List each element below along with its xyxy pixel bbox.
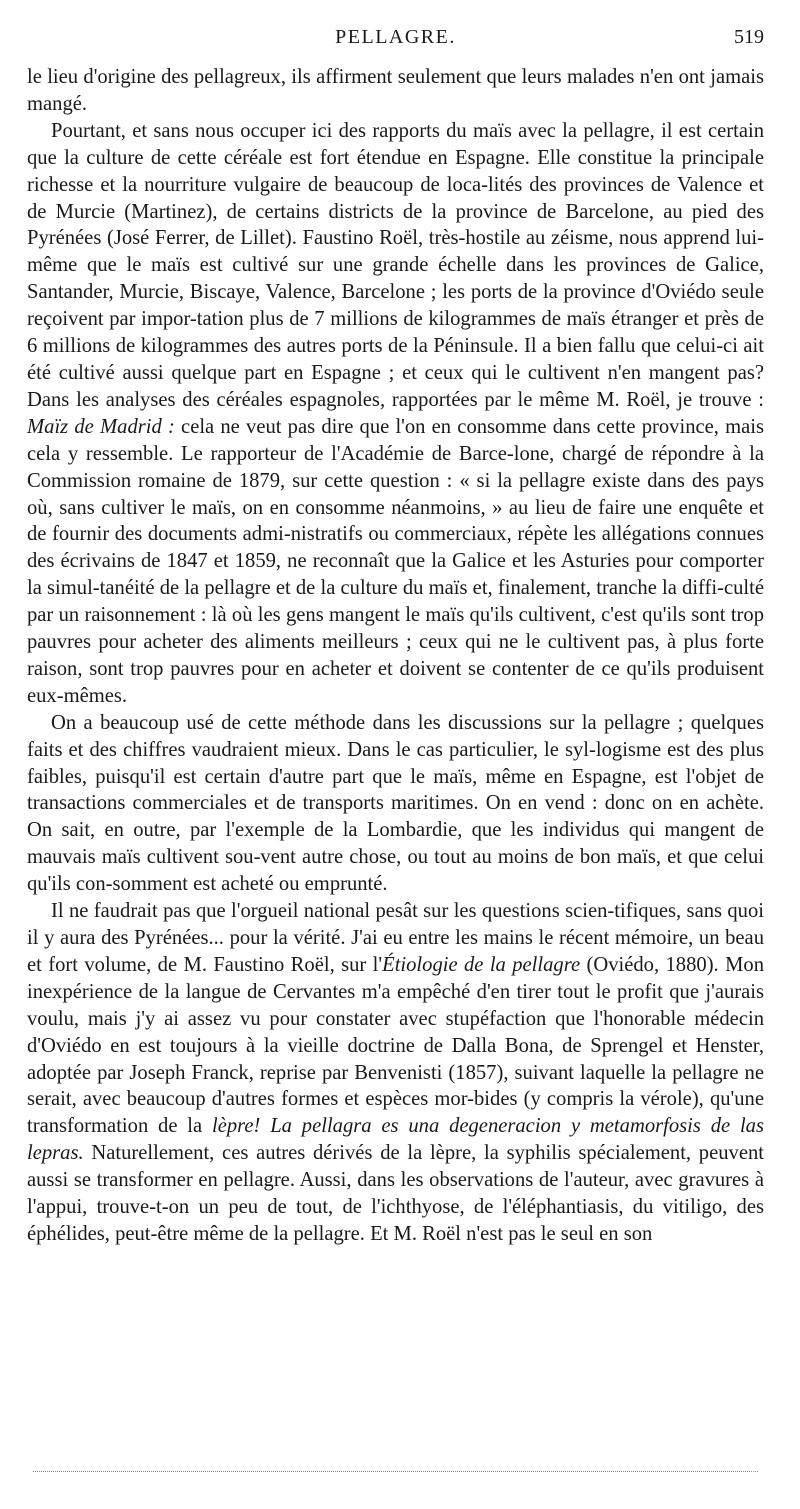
paragraph-4-text-c: Naturellement, ces autres dérivés de la lèpre, la syphilis spécialement, peuvent aussi se transformer en pellagre. Aussi, dans les observations de l'auteur, avec gravures à l'appui, trouve-t-on un peu de tout, de l'ichthyose, de l'éléphantiasis, du vitiligo, des éphélides, peut-être même de la pellagre. Et M. Roël n'est pas le seul en son xyxy=(27,1142,764,1245)
paragraph-4 xyxy=(27,898,764,1248)
paragraph-4-italic-title: Étiologie de la pellagre xyxy=(382,953,581,976)
paragraph-3-text: On a beaucoup usé de cette méthode dans les discussions sur la pellagre ; quelques faits et des chiffres vaudraient mieux. Dans le cas particulier, le syl-logisme est des plus faibles, puisqu'il est certain d'autre part que le maïs, même en Espagne, est l'objet de transactions commerciales et de transports maritimes. On en vend : donc on en achète. On sait, en outre, par l'exemple de la Lombardie, que les individus qui mangent de mauvais maïs cultivent sou-vent autre chose, ou tout au moins de bon maïs, et que celui qu'ils con-somment est acheté ou emprunté. xyxy=(27,711,764,896)
paragraph-2-italic-maiz: Maïz de Madrid : xyxy=(27,415,175,438)
paragraph-4-text-b: (Oviédo, 1880). Mon inexpérience de la langue de Cervantes m'a empêché d'en tirer tout le profit que j'aurais voulu, mais j'y ai assez vu pour constater avec stupéfaction que l'honorable médecin d'Oviédo en est toujours à la vieille doctrine de Dalla Bona, de Sprengel et Henster, adoptée par Joseph Franck, reprise par Benvenisti (1857), suivant laquelle la pellagre ne serait, avec beaucoup d'autres formes et espèces mor-bides (y compris la vérole), qu'une transformation de la xyxy=(27,953,764,1138)
paragraph-1 xyxy=(27,64,764,118)
body-text xyxy=(27,64,764,1248)
paragraph-3 xyxy=(27,710,764,898)
paragraph-4-text-a: Il ne faudrait pas que l'orgueil national pesât sur les questions scien-tifiques, sans quoi il y aura des Pyrénées... pour la vérité. J'ai eu entre les mains le récent mémoire, un beau et fort volume, de M. Faustino Roël, sur l' xyxy=(27,900,764,976)
page-number: 519 xyxy=(734,26,764,48)
running-title: PELLAGRE. xyxy=(335,26,456,48)
book-page xyxy=(27,0,764,1509)
paragraph-1-text: le lieu d'origine des pellagreux, ils affirment seulement que leurs malades n'en ont jamais mangé. xyxy=(27,66,764,115)
paragraph-4-italic-quote: lèpre! La pellagra es una degeneracion y metamorfosis de las lepras. xyxy=(27,1115,764,1165)
paragraph-2-text-b: cela ne veut pas dire que l'on en consomme dans cette province, mais cela y ressemble. Le rapporteur de l'Académie de Barce-lone, chargé de répondre à la Commission romaine de 1879, sur cette question : « si la pellagre existe dans des pays où, sans cultiver le maïs, on en consomme néanmoins, » au lieu de faire une enquête et de fournir des documents admi-nistratifs ou commerciaux, répète les allégations connues des écrivains de 1847 et 1859, ne reconnaît que la Galice et les Asturies pour comporter la simul-tanéité de la pellagre et de la culture du maïs et, finalement, tranche la diffi-culté par un raisonnement : là où les gens mangent le maïs qu'ils cultivent, c'est qu'ils sont trop pauvres pour acheter des aliments meilleurs ; ceux qui ne le cultivent pas, à plus forte raison, sont trop pauvres pour en acheter et doivent se contenter de ce qu'ils produisent eux-mêmes. xyxy=(27,415,765,707)
footer-dotted-rule xyxy=(33,1471,758,1472)
paragraph-2 xyxy=(27,118,764,710)
running-head xyxy=(27,0,764,52)
paragraph-2-text-a: Pourtant, et sans nous occuper ici des rapports du maïs avec la pellagre, il est certain que la culture de cette céréale est fort étendue en Espagne. Elle constitue la principale richesse et la nourriture vulgaire de beaucoup de loca-lités des provinces de Valence et de Murcie (Martinez), de certains districts de la province de Barcelone, au pied des Pyrénées (José Ferrer, de Lillet). Faustino Roël, très-hostile au zéisme, nous apprend lui-même que le maïs est cultivé sur une grande échelle dans les provinces de Galice, Santander, Murcie, Biscaye, Valence, Barcelone ; les ports de la province d'Oviédo seule reçoivent par impor-tation plus de 7 millions de kilogrammes de maïs étranger et près de 6 millions de kilogrammes des autres ports de la Péninsule. Il a bien fallu que celui-ci ait été cultivé aussi quelque part en Espagne ; et ceux qui le cultivent n'en mangent pas? Dans les analyses des céréales espagnoles, rapportées par le même M. Roël, je trouve : xyxy=(27,119,764,411)
